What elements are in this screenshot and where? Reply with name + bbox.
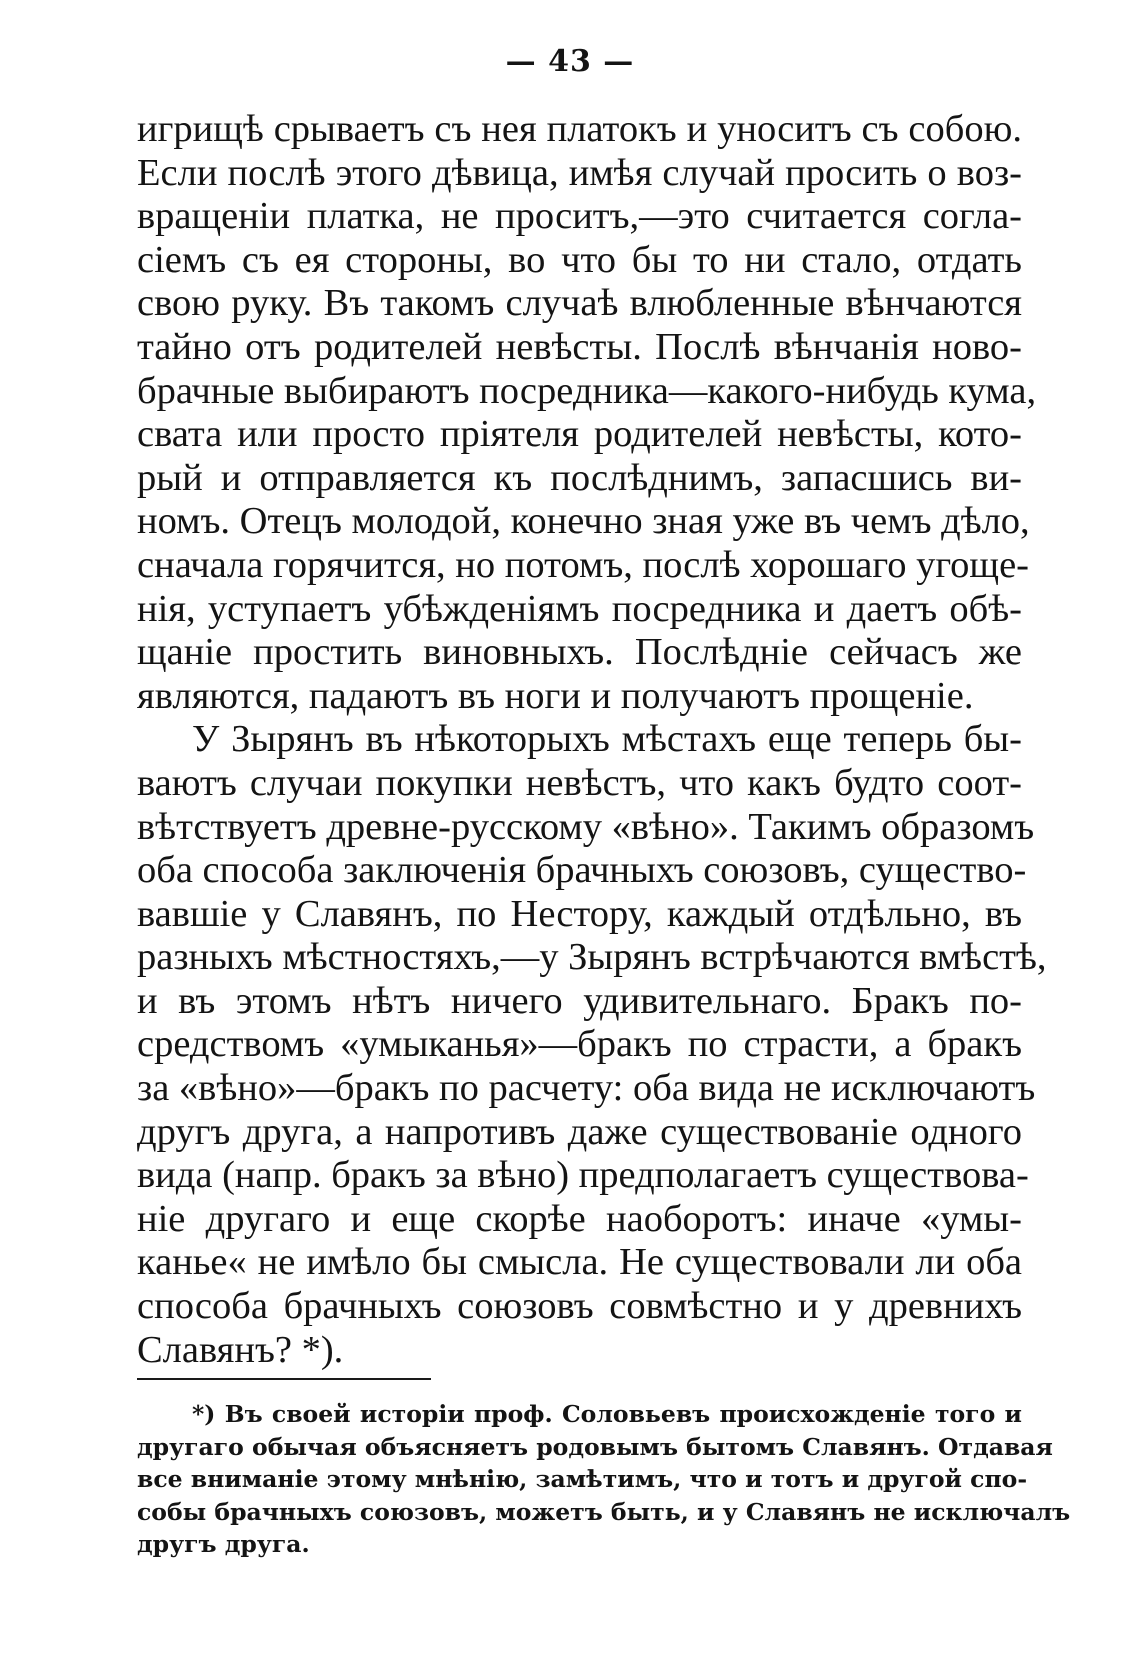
footnote-divider xyxy=(137,1378,431,1380)
text-line: свою руку. Въ такомъ случаѣ влюбленные вѣнчаются xyxy=(137,282,1022,325)
text-line: ніе другаго и еще скорѣе наоборотъ: иначе «умы- xyxy=(137,1197,1022,1240)
main-text xyxy=(137,108,1047,1372)
text-line: разныхъ мѣстностяхъ,—у Зырянъ встрѣчаются вмѣстѣ, xyxy=(137,936,1047,979)
text-line: сіемъ съ ея стороны, во что бы то ни стало, отдать xyxy=(137,238,1022,281)
text-line: номъ. Отецъ молодой, конечно зная уже въ чемъ дѣло, xyxy=(137,500,1030,543)
text-line: нія, уступаетъ убѣжденіямъ посредника и даетъ обѣ- xyxy=(137,587,1022,630)
footnote xyxy=(137,1398,1071,1561)
footnote-line: все вниманіе этому мнѣнію, замѣтимъ, что и тотъ и другой спо- xyxy=(137,1465,1028,1494)
text-line: свата или просто пріятеля родителей невѣсты, кото- xyxy=(137,413,1022,456)
text-line: и въ этомъ нѣтъ ничего удивительнаго. Бракъ по- xyxy=(137,979,1022,1022)
text-line: вѣтствуетъ древне-русскому «вѣно». Такимъ образомъ xyxy=(137,805,1035,848)
text-line: вращеніи платка, не проситъ,—это считается согла- xyxy=(137,195,1022,238)
text-line: средствомъ «умыканья»—бракъ по страсти, а бракъ xyxy=(137,1023,1022,1066)
text-line: Если послѣ этого дѣвица, имѣя случай просить о воз- xyxy=(137,151,1022,194)
footnote-line: другаго обычая объясняетъ родовымъ бытомъ Славянъ. Отдавая xyxy=(137,1432,1053,1461)
text-line: вавшіе у Славянъ, по Нестору, каждый отдѣльно, въ xyxy=(137,892,1022,935)
text-line: тайно отъ родителей невѣсты. Послѣ вѣнчанія ново- xyxy=(137,325,1022,368)
text-line: канье« не имѣло бы смысла. Не существовали ли оба xyxy=(137,1241,1022,1284)
text-line: брачные выбираютъ посредника—какого-нибудь кума, xyxy=(137,369,1037,412)
text-line: являются, падаютъ въ ноги и получаютъ прощеніе. xyxy=(137,674,974,717)
page-number: — 43 — xyxy=(505,44,635,79)
footnote-line: другъ друга. xyxy=(137,1530,310,1559)
text-line: оба способа заключенія брачныхъ союзовъ, существо- xyxy=(137,849,1027,892)
text-line: У Зырянъ въ нѣкоторыхъ мѣстахъ еще теперь бы- xyxy=(192,718,1022,761)
text-line: рый и отправляется къ послѣднимъ, запасшись ви- xyxy=(137,456,1022,499)
footnote-line: собы брачныхъ союзовъ, можетъ быть, и у Славянъ не исключалъ xyxy=(137,1497,1071,1526)
text-line: игрищѣ срываетъ съ нея платокъ и уноситъ съ собою. xyxy=(137,108,1022,150)
text-line: за «вѣно»—бракъ по расчету: оба вида не исключаютъ xyxy=(137,1067,1036,1110)
text-line: другъ друга, а напротивъ даже существованіе одного xyxy=(137,1110,1022,1153)
text-line: ваютъ случаи покупки невѣстъ, что какъ будто соот- xyxy=(137,761,1022,804)
text-line: Славянъ? *). xyxy=(137,1328,344,1371)
text-line: щаніе простить виновныхъ. Послѣдніе сейчасъ же xyxy=(137,631,1022,674)
text-line: сначала горячится, но потомъ, послѣ хорошаго угоще- xyxy=(137,543,1029,586)
text-line: способа брачныхъ союзовъ совмѣстно и у древнихъ xyxy=(137,1285,1022,1328)
text-line: вида (напр. бракъ за вѣно) предполагаетъ существова- xyxy=(137,1154,1029,1197)
footnote-line: *) Въ своей исторіи проф. Соловьевъ происхожденіе того и xyxy=(192,1400,1022,1428)
